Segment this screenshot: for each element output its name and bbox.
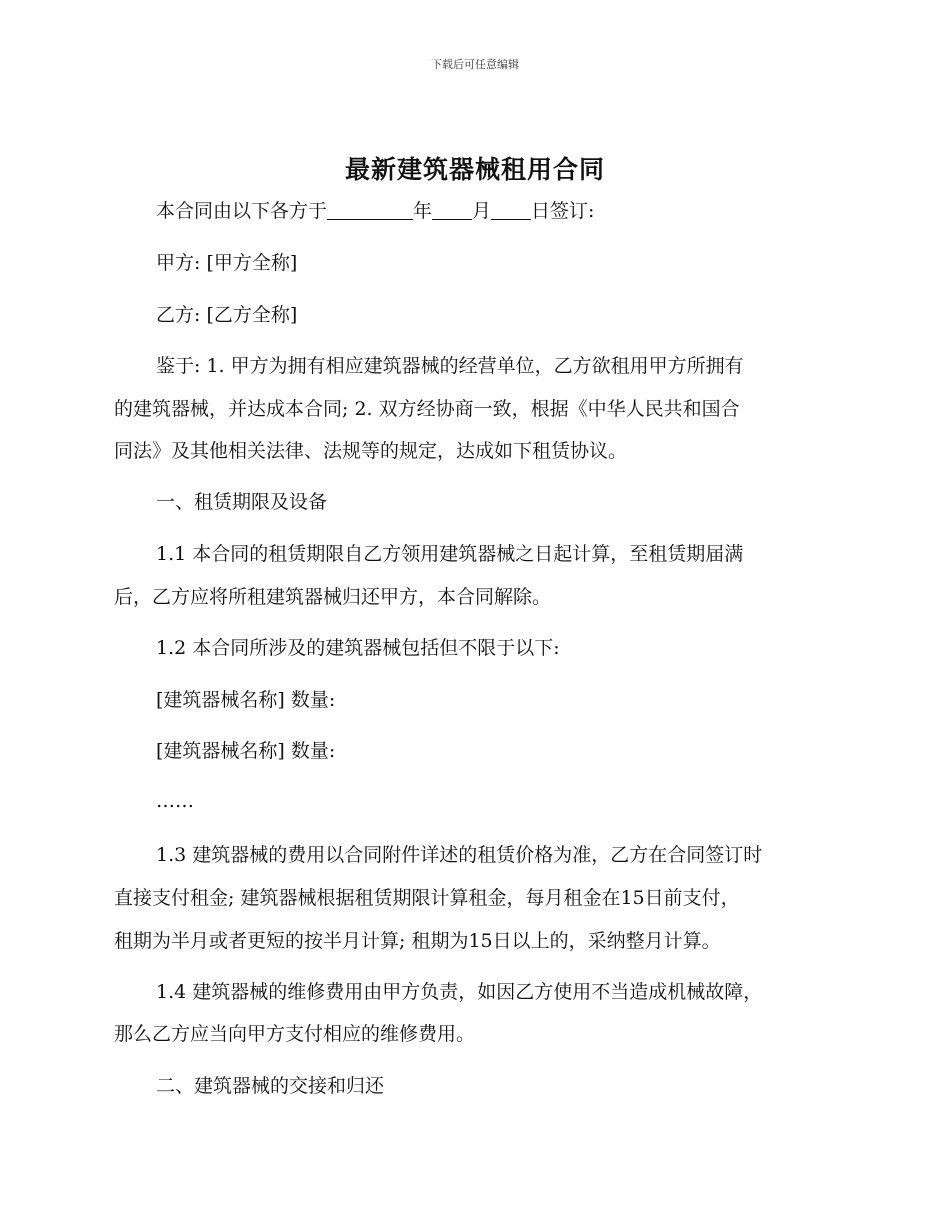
clause-line: 1.3 建筑器械的费用以合同附件详述的租赁价格为准，乙方在合同签订时 bbox=[156, 844, 763, 866]
date-blank-day bbox=[491, 197, 531, 220]
whereas-line: 同法》及其他相关法律、法规等的规定，达成如下租赁协议。 bbox=[114, 440, 628, 462]
date-blank-year bbox=[327, 197, 413, 220]
section-heading: 二、建筑器械的交接和归还 bbox=[156, 1075, 385, 1097]
clause-line: 1.4 建筑器械的维修费用由甲方负责，如因乙方使用不当造成机械故障， bbox=[156, 981, 763, 1003]
document-title: 最新建筑器械租用合同 bbox=[344, 155, 605, 184]
clause-line: 1.1 本合同的租赁期限自乙方领用建筑器械之日起计算，至租赁期届满 bbox=[156, 543, 744, 565]
section-heading: 一、租赁期限及设备 bbox=[156, 491, 328, 513]
date-blank-month bbox=[432, 197, 472, 220]
intro-suffix: 日签订: bbox=[531, 200, 595, 222]
clause-line: 那么乙方应当向甲方支付相应的维修费用。 bbox=[114, 1023, 476, 1045]
equipment-item: [建筑器械名称] 数量: bbox=[156, 689, 336, 711]
equipment-item: [建筑器械名称] 数量: bbox=[156, 740, 336, 762]
intro-line bbox=[156, 190, 840, 232]
clause-line: 1.2 本合同所涉及的建筑器械包括但不限于以下: bbox=[156, 637, 560, 659]
ellipsis: …… bbox=[156, 790, 194, 812]
intro-prefix: 本合同由以下各方于 bbox=[156, 200, 328, 222]
header-note: 下载后可任意编辑 bbox=[431, 58, 519, 71]
party-b: 乙方: [乙方全称] bbox=[156, 304, 298, 326]
party-a: 甲方: [甲方全称] bbox=[156, 252, 298, 274]
clause-line: 直接支付租金; 建筑器械根据租赁期限计算租金，每月租金在15日前支付， bbox=[114, 887, 740, 909]
clause-line: 后，乙方应将所租建筑器械归还甲方，本合同解除。 bbox=[114, 586, 552, 608]
clause-line: 租期为半月或者更短的按半月计算; 租期为15日以上的，采纳整月计算。 bbox=[114, 930, 721, 952]
intro-month: 月 bbox=[472, 200, 492, 222]
whereas-line: 鉴于: 1. 甲方为拥有相应建筑器械的经营单位，乙方欲租用甲方所拥有 bbox=[156, 355, 744, 377]
intro-year: 年 bbox=[413, 200, 433, 222]
whereas-line: 的建筑器械，并达成本合同; 2. 双方经协商一致，根据《中华人民共和国合 bbox=[114, 398, 740, 420]
